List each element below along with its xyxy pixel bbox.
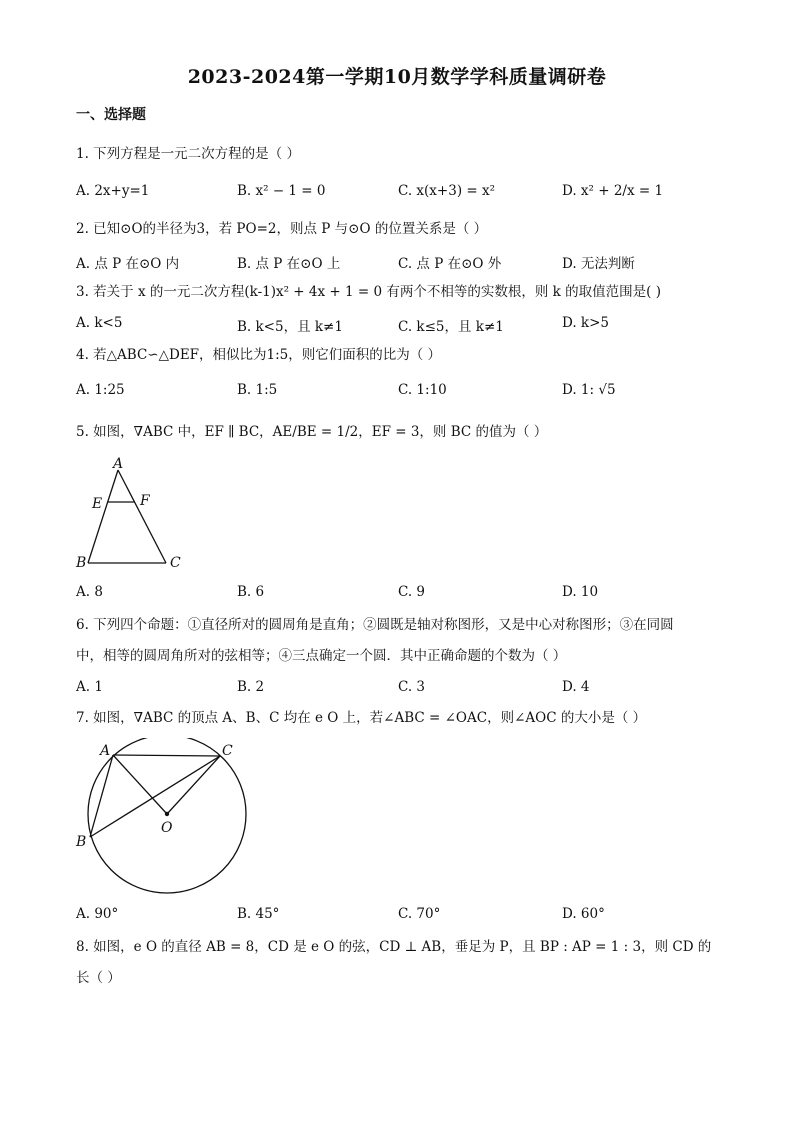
question-6-option-a: A. 1 xyxy=(76,679,103,695)
question-4-option-b: B. 1:5 xyxy=(237,382,278,398)
question-1-option-d: D. x² + 2/x = 1 xyxy=(562,183,664,199)
question-5-option-d: D. 10 xyxy=(562,584,599,600)
question-6-option-c: C. 3 xyxy=(398,679,426,695)
question-6-option-d: D. 4 xyxy=(562,679,590,695)
question-5-option-a: A. 8 xyxy=(76,584,103,600)
question-6-stem-line-1: 6. 下列四个命题：①直径所对的圆周角是直角；②圆既是轴对称图形，又是中心对称图形；③在同圆 xyxy=(76,617,674,633)
question-7-option-c: C. 70° xyxy=(398,906,441,922)
question-5-option-b: B. 6 xyxy=(237,584,265,600)
question-6-stem-line-2: 中，相等的圆周角所对的弦相等；④三点确定一个圆．其中正确命题的个数为（ ） xyxy=(76,648,567,664)
label-a: A xyxy=(100,743,111,759)
question-4-option-a: A. 1:25 xyxy=(76,382,125,398)
triangle-figure xyxy=(70,452,200,576)
label-c: C xyxy=(170,555,181,571)
page-title: 2023-2024第一学期10月数学学科质量调研卷 xyxy=(187,66,607,88)
question-7-option-a: A. 90° xyxy=(76,906,119,922)
question-7-option-b: B. 45° xyxy=(237,906,280,922)
question-2-option-b: B. 点 P 在⊙O 上 xyxy=(237,256,341,272)
question-5-option-c: C. 9 xyxy=(398,584,426,600)
label-o: O xyxy=(161,820,173,836)
label-c: C xyxy=(222,743,233,759)
label-b: B xyxy=(76,834,87,850)
label-f: F xyxy=(140,493,150,509)
question-7-option-d: D. 60° xyxy=(562,906,605,922)
label-b: B xyxy=(76,555,87,571)
section-heading: 一、选择题 xyxy=(76,107,146,123)
question-8-stem-line-2: 长（ ） xyxy=(76,970,121,986)
question-3-option-a: A. k<5 xyxy=(76,315,123,331)
question-2-option-d: D. 无法判断 xyxy=(562,256,635,272)
question-3-stem: 3. 若关于 x 的一元二次方程(k-1)x² + 4x + 1 = 0 有两个不相等的实数根，则 k 的取值范围是( ) xyxy=(76,284,661,300)
question-4-stem: 4. 若△ABC∽△DEF，相似比为1:5，则它们面积的比为（ ） xyxy=(76,347,442,363)
question-1-option-b: B. x² − 1 = 0 xyxy=(237,183,326,199)
label-e: E xyxy=(92,496,103,512)
question-1-option-c: C. x(x+3) = x² xyxy=(398,183,496,199)
question-2-option-a: A. 点 P 在⊙O 内 xyxy=(76,256,180,272)
question-7-stem: 7. 如图，∇ABC 的顶点 A、B、C 均在 e O 上，若∠ABC = ∠OAC，则∠AOC 的大小是（ ） xyxy=(76,710,647,726)
label-a: A xyxy=(113,456,124,472)
question-3-option-d: D. k>5 xyxy=(562,315,610,331)
question-2-stem: 2. 已知⊙O的半径为3，若 PO=2，则点 P 与⊙O 的位置关系是（ ） xyxy=(76,221,488,237)
question-3-option-b: B. k<5，且 k≠1 xyxy=(237,319,343,335)
circle-figure xyxy=(70,738,260,900)
question-1-option-a: A. 2x+y=1 xyxy=(76,183,150,199)
question-5-stem: 5. 如图，∇ABC 中，EF ∥ BC，AE/BE = 1/2，EF = 3，则 BC 的值为（ ） xyxy=(76,424,548,440)
question-4-option-c: C. 1:10 xyxy=(398,382,447,398)
question-8-stem-line-1: 8. 如图，e O 的直径 AB = 8，CD 是 e O 的弦，CD ⊥ AB，垂足为 P，且 BP : AP = 1 : 3，则 CD 的 xyxy=(76,939,712,955)
question-6-option-b: B. 2 xyxy=(237,679,265,695)
question-4-option-d: D. 1: √5 xyxy=(562,382,616,398)
question-2-option-c: C. 点 P 在⊙O 外 xyxy=(398,256,502,272)
question-3-option-c: C. k≤5，且 k≠1 xyxy=(398,319,504,335)
question-1-stem: 1. 下列方程是一元二次方程的是（ ） xyxy=(76,146,300,162)
